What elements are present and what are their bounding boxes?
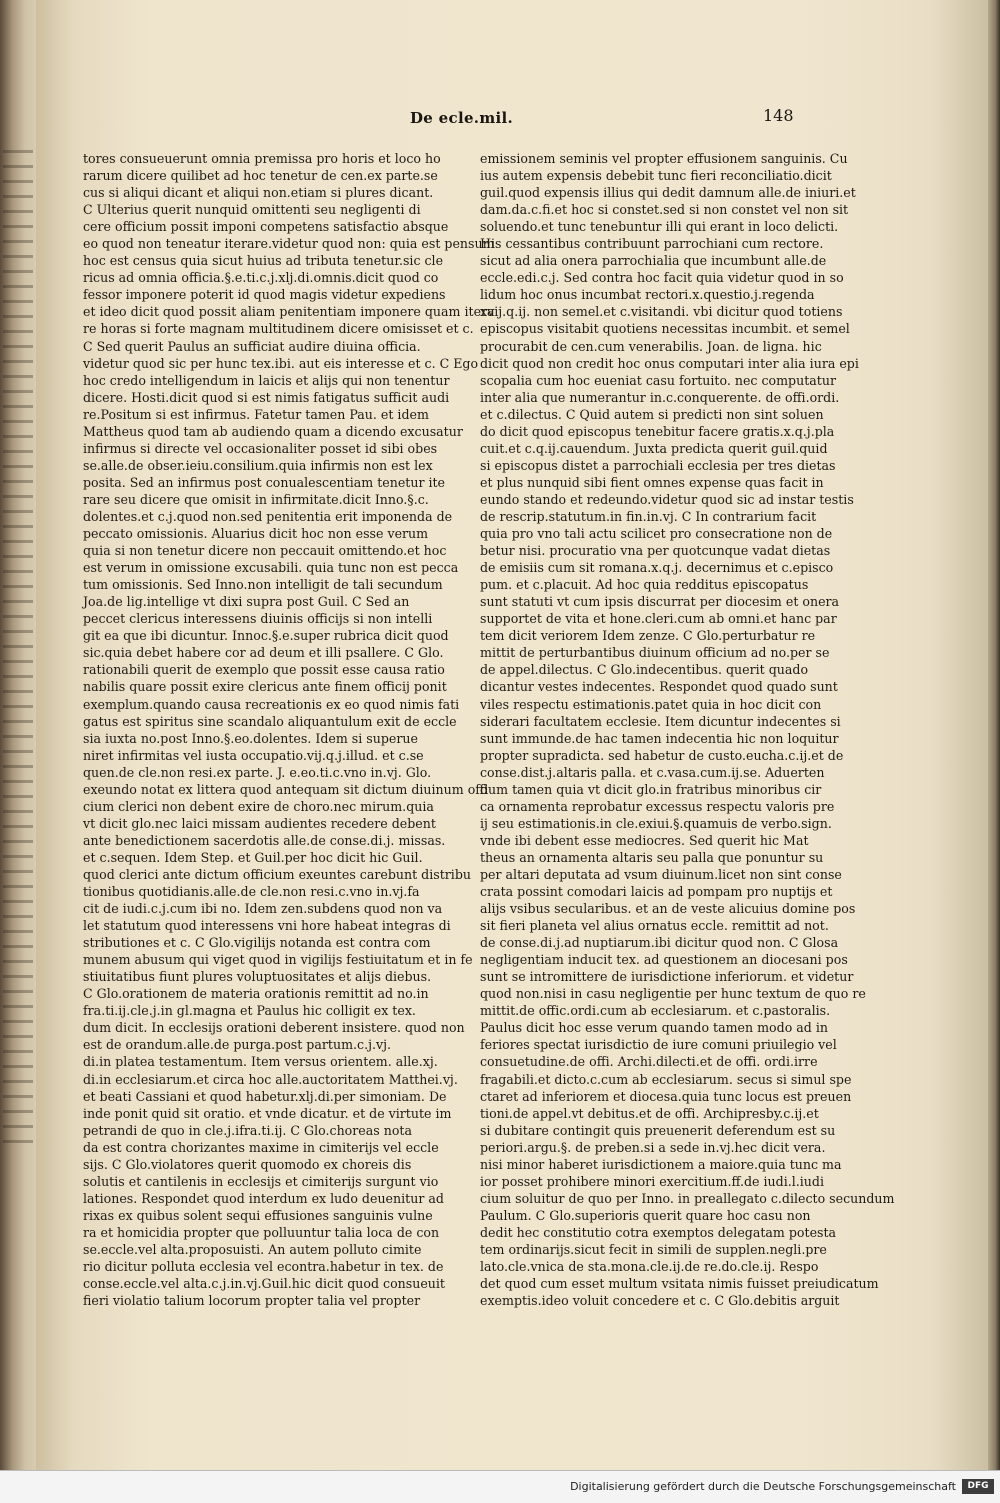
text-line: fra.ti.ij.cle.j.in gl.magna et Paulus hic colligit ex tex. xyxy=(83,1003,416,1019)
text-line: da est contra chorizantes maxime in cimiterijs vel eccle xyxy=(83,1139,439,1155)
text-line: re.Positum si est infirmus. Fatetur tamen Pau. et idem xyxy=(83,406,429,422)
text-line: procurabit de cen.cum venerabilis. Joan. de ligna. hic xyxy=(480,338,822,354)
text-line: niret infirmitas vel iusta occupatio.vij.q.j.illud. et c.se xyxy=(83,747,424,763)
text-line: inde ponit quid sit oratio. et vnde dicatur. et de virtute im xyxy=(83,1105,452,1121)
text-line: nabilis quare possit exire clericus ante finem officij ponit xyxy=(83,679,447,695)
text-line: conse.eccle.vel alta.c.j.in.vj.Guil.hic dicit quod consueuit xyxy=(83,1276,445,1292)
text-line: Paulus dicit hoc esse verum quando tamen modo ad in xyxy=(480,1020,828,1036)
text-line: sijs. C Glo.violatores querit quomodo ex choreis dis xyxy=(83,1156,412,1172)
text-line: supportet de vita et hone.cleri.cum ab omni.et hanc par xyxy=(480,611,837,627)
text-line: Joa.de lig.intellige vt dixi supra post Guil. C Sed an xyxy=(83,594,410,610)
text-line: quod clerici ante dictum officium exeuntes carebunt distribu xyxy=(83,866,472,882)
text-line: fieri violatio talium locorum propter talia vel propter xyxy=(83,1293,421,1309)
text-line: vt dicit glo.nec laici missam audientes recedere debent xyxy=(83,815,436,831)
text-line: emissionem seminis vel propter effusionem sanguinis. Cu xyxy=(480,151,848,166)
text-line: tum omissionis. Sed Inno.non intelligit de tali secundum xyxy=(83,577,443,593)
text-line: sit fieri planeta vel alius ornatus eccle. remittit ad not. xyxy=(480,918,829,934)
text-line: cus si aliqui dicant et aliqui non.etiam si plures dicant. xyxy=(83,185,434,201)
text-line: est verum in omissione excusabili. quia tunc non est pecca xyxy=(83,560,459,576)
text-line: episcopus visitabit quotiens necessitas incumbit. et semel xyxy=(480,321,850,337)
text-line: peccato omissionis. Aluarius dicit hoc non esse verum xyxy=(83,526,429,542)
text-line: fessor imponere poterit id quod magis videtur expediens xyxy=(83,287,446,303)
text-line: Mattheus quod tam ab audiendo quam a dicendo excusatur xyxy=(83,423,463,439)
text-line: exeundo notat ex littera quod antequam sit dictum diuinum offi xyxy=(83,781,489,797)
right-page-edge xyxy=(988,0,1000,1470)
text-line: petrandi de quo in cle.j.ifra.ti.ij. C Glo.choreas nota xyxy=(83,1122,412,1138)
text-line: xvij.q.ij. non semel.et c.visitandi. vbi dicitur quod totiens xyxy=(480,304,843,320)
text-line: cium soluitur de quo per Inno. in preallegato c.dilecto secundum xyxy=(480,1190,895,1206)
text-line: exemplum.quando causa recreationis ex eo quod nimis fati xyxy=(83,696,460,712)
text-line: His cessantibus contribuunt parrochiani cum rectore. xyxy=(480,236,824,252)
text-line: de emisiis cum sit romana.x.q.j. decernimus et c.episco xyxy=(480,560,834,576)
text-line: viles respectu estimationis.patet quia in hoc dicit con xyxy=(480,696,822,712)
text-line: eundo stando et redeundo.videtur quod sic ad instar testis xyxy=(480,491,854,507)
right-text-column xyxy=(480,150,895,1309)
text-line: tioni.de appel.vt debitus.et de offi. Archipresby.c.ij.et xyxy=(480,1105,819,1121)
text-line: theus an ornamenta altaris seu palla que ponuntur su xyxy=(480,849,824,865)
text-line: ca ornamenta reprobatur excessus respectu valoris pre xyxy=(480,798,835,814)
text-line: hoc est census quia sicut huius ad tributa tenetur.sic cle xyxy=(83,253,444,269)
text-line: et plus nunquid sibi fient omnes expense quas facit in xyxy=(480,474,824,490)
text-line: scopalia cum hoc eueniat casu fortuito. nec computatur xyxy=(480,372,836,388)
text-line: per altari deputata ad vsum diuinum.licet non sint conse xyxy=(480,866,842,882)
text-line: quia si non tenetur dicere non peccauit omittendo.et hoc xyxy=(83,543,447,559)
text-line: de appel.dilectus. C Glo.indecentibus. querit quado xyxy=(480,662,809,678)
left-page-text-fragment xyxy=(3,150,33,1150)
text-line: feriores spectat iurisdictio de iure comuni priuilegio vel xyxy=(480,1037,837,1053)
running-head: De ecle.mil. xyxy=(410,109,514,127)
text-line: et c.sequen. Idem Step. et Guil.per hoc dicit hic Guil. xyxy=(83,849,423,865)
text-line: stributiones et c. C Glo.vigilijs notanda est contra com xyxy=(83,935,431,951)
text-line: di.in platea testamentum. Item versus orientem. alle.xj. xyxy=(83,1054,438,1070)
text-line: tores consueuerunt omnia premissa pro horis et loco ho xyxy=(83,151,441,166)
text-line: rio dicitur polluta ecclesia vel econtra.habetur in tex. de xyxy=(83,1259,444,1275)
text-line: ante benedictionem sacerdotis alle.de conse.di.j. missas. xyxy=(83,832,446,848)
text-line: dum tamen quia vt dicit glo.in fratribus minoribus cir xyxy=(480,781,822,797)
text-line: rare seu dicere que omisit in infirmitate.dicit Inno.§.c. xyxy=(83,491,429,507)
text-line: ricus ad omnia officia.§.e.ti.c.j.xlj.di.omnis.dicit quod co xyxy=(83,270,439,286)
text-line: propter supradicta. sed habetur de custo.eucha.c.ij.et de xyxy=(480,747,844,763)
text-line: peccet clericus interessens diuinis officijs si non intelli xyxy=(83,611,433,627)
text-line: quia pro vno tali actu scilicet pro consecratione non de xyxy=(480,526,833,542)
text-line: ra et homicidia propter que polluuntur talia loca de con xyxy=(83,1224,440,1240)
text-line: cium clerici non debent exire de choro.nec mirum.quia xyxy=(83,798,434,814)
text-line: dicantur vestes indecentes. Respondet quod quado sunt xyxy=(480,679,838,695)
text-line: ior posset prohibere minori exercitium.ff.de iudi.l.iudi xyxy=(480,1173,824,1189)
text-line: dedit hec constitutio cotra exemptos delegatam potesta xyxy=(480,1224,837,1240)
text-line: de conse.di.j.ad nuptiarum.ibi dicitur quod non. C Glosa xyxy=(480,935,839,951)
text-line: siderari facultatem ecclesie. Item dicuntur indecentes si xyxy=(480,713,841,729)
text-line: sicut ad alia onera parrochialia que incumbunt alle.de xyxy=(480,253,827,269)
text-line: git ea que ibi dicuntur. Innoc.§.e.super rubrica dicit quod xyxy=(83,628,449,644)
text-line: de rescrip.statutum.in fin.in.vj. C In contrarium facit xyxy=(480,508,817,524)
text-line: quen.de cle.non resi.ex parte. J. e.eo.ti.c.vno in.vj. Glo. xyxy=(83,764,432,780)
text-line: dam.da.c.fi.et hoc si constet.sed si non constet vel non sit xyxy=(480,202,849,218)
text-line: do dicit quod episcopus tenebitur facere gratis.x.q.j.pla xyxy=(480,423,835,439)
text-line: cuit.et c.q.ij.cauendum. Juxta predicta querit guil.quid xyxy=(480,440,828,456)
left-text-column xyxy=(83,150,495,1309)
text-line: munem abusum qui viget quod in vigilijs festiuitatum et in fe xyxy=(83,952,473,968)
text-line: tionibus quotidianis.alle.de cle.non resi.c.vno in.vj.fa xyxy=(83,884,420,900)
folio-number: 148 xyxy=(763,106,794,125)
text-line: se.alle.de obser.ieiu.consilium.quia infirmis non est lex xyxy=(83,457,433,473)
text-line: quod non.nisi in casu negligentie per hunc textum de quo re xyxy=(480,986,866,1002)
text-line: periori.argu.§. de preben.si a sede in.vj.hec dicit vera. xyxy=(480,1139,826,1155)
text-line: rationabili querit de exemplo que possit esse causa ratio xyxy=(83,662,445,678)
text-line: si episcopus distet a parrochiali ecclesia per tres dietas xyxy=(480,457,836,473)
text-line: nisi minor haberet iurisdictionem a maiore.quia tunc ma xyxy=(480,1156,842,1172)
text-line: gatus est spiritus sine scandalo aliquantulum exit de eccle xyxy=(83,713,457,729)
text-line: sic.quia debet habere cor ad deum et illi psallere. C Glo. xyxy=(83,645,444,661)
left-page-edge xyxy=(0,0,36,1470)
text-line: et beati Cassiani et quod habetur.xlj.di.per simoniam. De xyxy=(83,1088,447,1104)
text-line: solutis et cantilenis in ecclesijs et cimiterijs surgunt vio xyxy=(83,1173,439,1189)
text-line: cere officium possit imponi competens satisfactio absque xyxy=(83,219,449,235)
text-line: posita. Sed an infirmus post conualescentiam tenetur ite xyxy=(83,474,446,490)
text-line: vnde ibi debent esse mediocres. Sed querit hic Mat xyxy=(480,832,809,848)
digitization-footer xyxy=(0,1470,1000,1503)
text-line: sunt statuti vt cum ipsis discurrat per diocesim et onera xyxy=(480,594,840,610)
text-line: crata possint comodari laicis ad pompam pro nuptijs et xyxy=(480,884,833,900)
text-line: guil.quod expensis illius qui dedit damnum alle.de iniuri.et xyxy=(480,185,856,201)
text-line: sunt immunde.de hac tamen indecentia hic non loquitur xyxy=(480,730,839,746)
text-line: C Sed querit Paulus an sufficiat audire diuina officia. xyxy=(83,338,421,354)
text-line: consuetudine.de offi. Archi.dilecti.et de offi. ordi.irre xyxy=(480,1054,818,1070)
text-line: lato.cle.vnica de sta.mona.cle.ij.de re.do.cle.ij. Respo xyxy=(480,1259,819,1275)
text-line: rarum dicere quilibet ad hoc tenetur de cen.ex parte.se xyxy=(83,168,438,184)
text-line: ij seu estimationis.in cle.exiui.§.quamuis de verbo.sign. xyxy=(480,815,832,831)
text-line: ius autem expensis debebit tunc fieri reconciliatio.dicit xyxy=(480,168,832,184)
dfg-logo: DFG xyxy=(962,1479,994,1494)
text-line: videtur quod sic per hunc tex.ibi. aut eis interesse et c. C Ego xyxy=(83,355,479,371)
text-line: negligentiam inducit tex. ad questionem an diocesani pos xyxy=(480,952,848,968)
text-line: tem dicit veriorem Idem zenze. C Glo.perturbatur re xyxy=(480,628,816,644)
text-line: dicere. Hosti.dicit quod si est nimis fatigatus sufficit audi xyxy=(83,389,450,405)
text-line: exemptis.ideo voluit concedere et c. C Glo.debitis arguit xyxy=(480,1293,840,1309)
text-line: conse.dist.j.altaris palla. et c.vasa.cum.ij.se. Aduerten xyxy=(480,764,825,780)
text-line: stiuitatibus fiunt plures voluptuositates et alijs diebus. xyxy=(83,969,432,985)
text-line: mittit.de offic.ordi.cum ab ecclesiarum. et c.pastoralis. xyxy=(480,1003,831,1019)
text-line: soluendo.et tunc tenebuntur illi qui erant in loco delicti. xyxy=(480,219,839,235)
text-line: let statutum quod interessens vni hore habeat integras di xyxy=(83,918,451,934)
text-line: et c.dilectus. C Quid autem si predicti non sint soluen xyxy=(480,406,824,422)
text-line: eo quod non teneatur iterare.videtur quod non: quia est pensum xyxy=(83,236,495,252)
text-line: pum. et c.placuit. Ad hoc quia redditus episcopatus xyxy=(480,577,809,593)
text-line: mittit de perturbantibus diuinum officium ad no.per se xyxy=(480,645,830,661)
text-line: rixas ex quibus solent sequi effusiones sanguinis vulne xyxy=(83,1207,433,1223)
text-line: C Ulterius querit nunquid omittenti seu negligenti di xyxy=(83,202,421,218)
funding-credit: Digitalisierung gefördert durch die Deutsche Forschungsgemeinschaft xyxy=(570,1480,956,1493)
text-line: tem ordinarijs.sicut fecit in simili de supplen.negli.pre xyxy=(480,1242,827,1257)
text-line: re horas si forte magnam multitudinem dicere omisisset et c. xyxy=(83,321,474,337)
text-line: lationes. Respondet quod interdum ex ludo deuenitur ad xyxy=(83,1190,444,1206)
text-line: alijs vsibus secularibus. et an de veste alicuius domine pos xyxy=(480,901,856,917)
text-line: fragabili.et dicto.c.cum ab ecclesiarum. secus si simul spe xyxy=(480,1071,852,1087)
text-line: et ideo dicit quod possit aliam penitentiam imponere quam itera xyxy=(83,304,495,320)
text-line: eccle.edi.c.j. Sed contra hoc facit quia videtur quod in so xyxy=(480,270,844,286)
text-line: si dubitare contingit quis preuenerit deferendum est su xyxy=(480,1122,836,1138)
text-line: Paulum. C Glo.superioris querit quare hoc casu non xyxy=(480,1207,811,1223)
text-line: dolentes.et c.j.quod non.sed penitentia erit imponenda de xyxy=(83,508,453,524)
text-line: dicit quod non credit hoc onus computari inter alia iura epi xyxy=(480,355,859,371)
text-line: ctaret ad inferiorem et diocesa.quia tunc locus est preuen xyxy=(480,1088,852,1104)
text-line: sunt se intromittere de iurisdictione inferiorum. et videtur xyxy=(480,969,854,985)
text-line: se.eccle.vel alta.proposuisti. An autem polluto cimite xyxy=(83,1242,422,1257)
text-line: cit de iudi.c.j.cum ibi no. Idem zen.subdens quod non va xyxy=(83,901,443,917)
text-line: hoc credo intelligendum in laicis et alijs qui non tenentur xyxy=(83,372,450,388)
text-line: lidum hoc onus incumbat rectori.x.questio.j.regenda xyxy=(480,287,815,303)
text-line: est de orandum.alle.de purga.post partum.c.j.vj. xyxy=(83,1037,392,1053)
text-line: betur nisi. procuratio vna per quotcunque vadat dietas xyxy=(480,543,831,559)
text-line: sia iuxta no.post Inno.§.eo.dolentes. Idem si superue xyxy=(83,730,418,746)
text-line: dum dicit. In ecclesijs orationi deberent insistere. quod non xyxy=(83,1020,465,1036)
text-line: di.in ecclesiarum.et circa hoc alle.auctoritatem Matthei.vj. xyxy=(83,1071,458,1087)
text-line: det quod cum esset multum vsitata nimis fuisset preiudicatum xyxy=(480,1276,879,1292)
text-line: infirmus si directe vel occasionaliter posset id sibi obes xyxy=(83,440,438,456)
text-line: C Glo.orationem de materia orationis remittit ad no.in xyxy=(83,986,429,1002)
text-line: inter alia que numerantur in.c.conquerente. de offi.ordi. xyxy=(480,389,840,405)
